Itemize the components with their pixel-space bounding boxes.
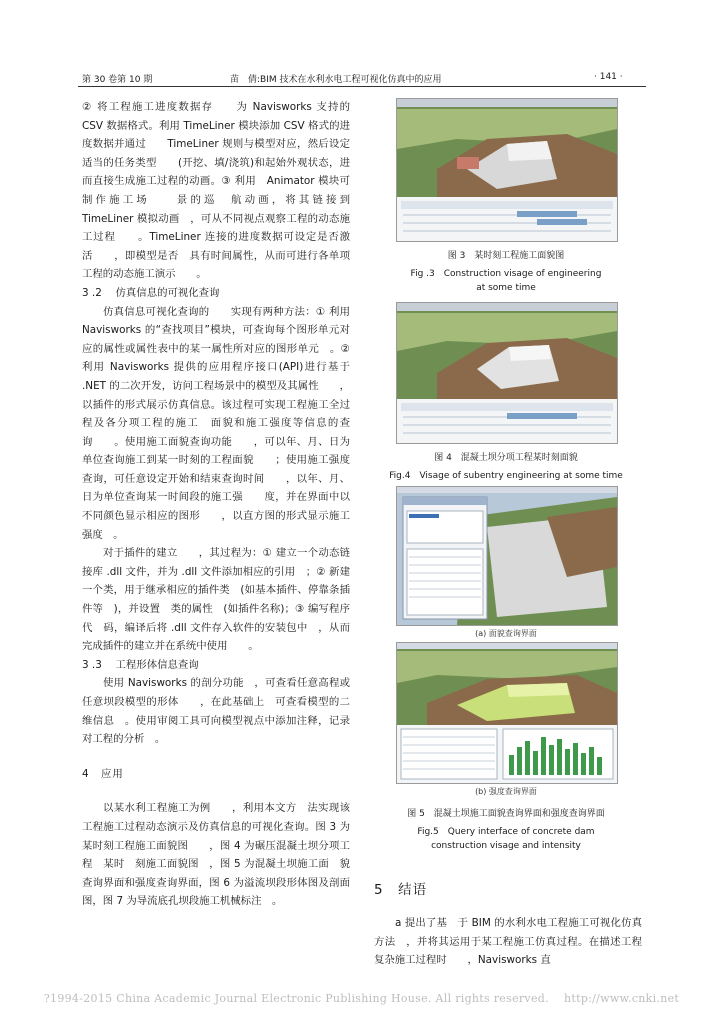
figure-5-caption-en-1: Fig.5 Query interface of concrete dam <box>417 827 595 837</box>
paragraph-application: 以某水利工程施工为例 ，利用本文方 法实现该工程施工过程动态演示及仿真信息的可视化查询。图 3 为某时刻工程施工面貌图 ，图 4 为碾压混凝土坝分项工程 某时 刻施工面貌图 ，图 5 为混凝土坝施工面 貌查询界面和强度查询界面，图 6 为溢流坝段形体图及剖面图，图 7 为导流底孔坝段施工机械标注 。 <box>82 802 350 908</box>
figure-5-caption-en-2: construction visage and intensity <box>431 841 581 851</box>
subentry-visage-render <box>397 303 617 443</box>
figure-3-image <box>396 98 618 242</box>
paragraph-plugin: 对于插件的建立 ，其过程为：① 建立一个动态链接库 .dll 文件，并为 .dll 文件添加相应的引用 ；② 新建一个类，用于继承相应的插件类 (如基本插件、停靠条插件等 )，并设置 类的属性 (如插件名称)；③ 编写程序代 码，编译后将 .dll 文件存入软件的安装包中 ，从而完成插件的建立并在系统中使用 。 <box>82 547 350 653</box>
heading-3-3: 3 .3 工程形体信息查询 <box>82 658 199 671</box>
header-rule <box>78 86 646 87</box>
visage-query-interface <box>397 487 617 625</box>
figure-4-image <box>396 302 618 444</box>
figure-3-caption-en-2: at some time <box>476 283 536 293</box>
page-number: · 141 · <box>594 72 623 82</box>
heading-4: 4 应用 <box>82 767 124 780</box>
copyright-footer: ?1994-2015 China Academic Journal Electronic Publishing House. All rights reserved. http://www.cnki.net <box>43 992 680 1005</box>
paragraph-shape: 使用 Navisworks 的剖分功能 ，可查看任意高程或任意坝段模型的形体 ，在此基础上 可查看模型的二维信息 。使用审阅工具可向模型视点中添加注释，记录对工程的分析 。 <box>82 677 350 746</box>
figure-5a-image <box>396 486 618 626</box>
paragraph-query: 仿真信息可视化查询的 实现有两种方法：① 利用 Navisworks 的“查找项目”模块，可查询每个图形单元对应的属性或属性表中的某一属性所对应的图形单元 。② 利用 Navisworks 提供的应用程序接口(API)进行基于 .NET 的二次开发，访问工程场景中的模型及其属性 ，以插件的形式展示仿真信息。该过程可实现工程施工全过程及各分项工程的施工 面貌和施工强度等信息的查询 。使用施工面貌查询功能 ，可以年、月、日为单位查询施工到某一时刻的工程面貌 ；使用施工强度查询，可任意设定开始和结束查询时间 ，以年、月、日为单位查询某一时间段的施工强 度，并在界面中以不同颜色显示相应的图形 ，以直方图的形式显示施工强度 。 <box>82 305 350 541</box>
figure-5b-subcaption: (b) 强度查询界面 <box>475 787 537 796</box>
figure-3-caption-en-1: Fig .3 Construction visage of engineering <box>410 269 602 279</box>
journal-volume: 第 30 卷第 10 期 <box>82 75 153 85</box>
running-title: 苗 倩:BIM 技术在水利水电工程可视化仿真中的应用 <box>230 75 442 85</box>
figure-4-caption-cn: 图 4 混凝土坝分项工程某时刻面貌 <box>434 453 578 463</box>
left-column <box>82 98 361 911</box>
figure-5a-subcaption: (a) 面貌查询界面 <box>475 629 537 638</box>
paragraph-conclusion: a 提出了基 于 BIM 的水利水电工程施工可视化仿真方法 ，并将其运用于某工程施工仿真过程。在描述工程复杂施工过程时 ，Navisworks 直 <box>374 917 642 967</box>
figure-3-caption-cn: 图 3 某时刻工程施工面貌图 <box>447 251 565 261</box>
figure-5-caption-cn: 图 5 混凝土坝施工面貌查询界面和强度查询界面 <box>407 809 605 819</box>
figure-4-caption-en: Fig.4 Visage of subentry engineering at some time <box>389 471 623 481</box>
intensity-query-interface <box>397 643 617 783</box>
heading-5: 5 结语 <box>374 882 428 898</box>
figure-5b-image <box>396 642 618 784</box>
construction-visage-render <box>397 99 617 241</box>
heading-3-2: 3 .2 仿真信息的可视化查询 <box>82 286 220 299</box>
paragraph-timeliner: ② 将工程施工进度数据存 为 Navisworks 支持的 CSV 数据格式。利用 TimeLiner 模块添加 CSV 格式的进度数据并通过 TimeLiner 规则与模型对应，然后设定适当的任务类型 (开挖、填/浇筑)和起始外观状态，进而直接生成施工过程的动画。③ 利用 Animator 模块可制作施工场 景的巡 航动画，将其链接到 TimeLiner 模拟动画 ，可从不同视点观察工程的动态施工过程 。TimeLiner 连接的进度数据可设定是否激活 ，即模型是否 具有时间属性，从而可进行各单项工程的动态施工演示 。 <box>82 101 361 281</box>
